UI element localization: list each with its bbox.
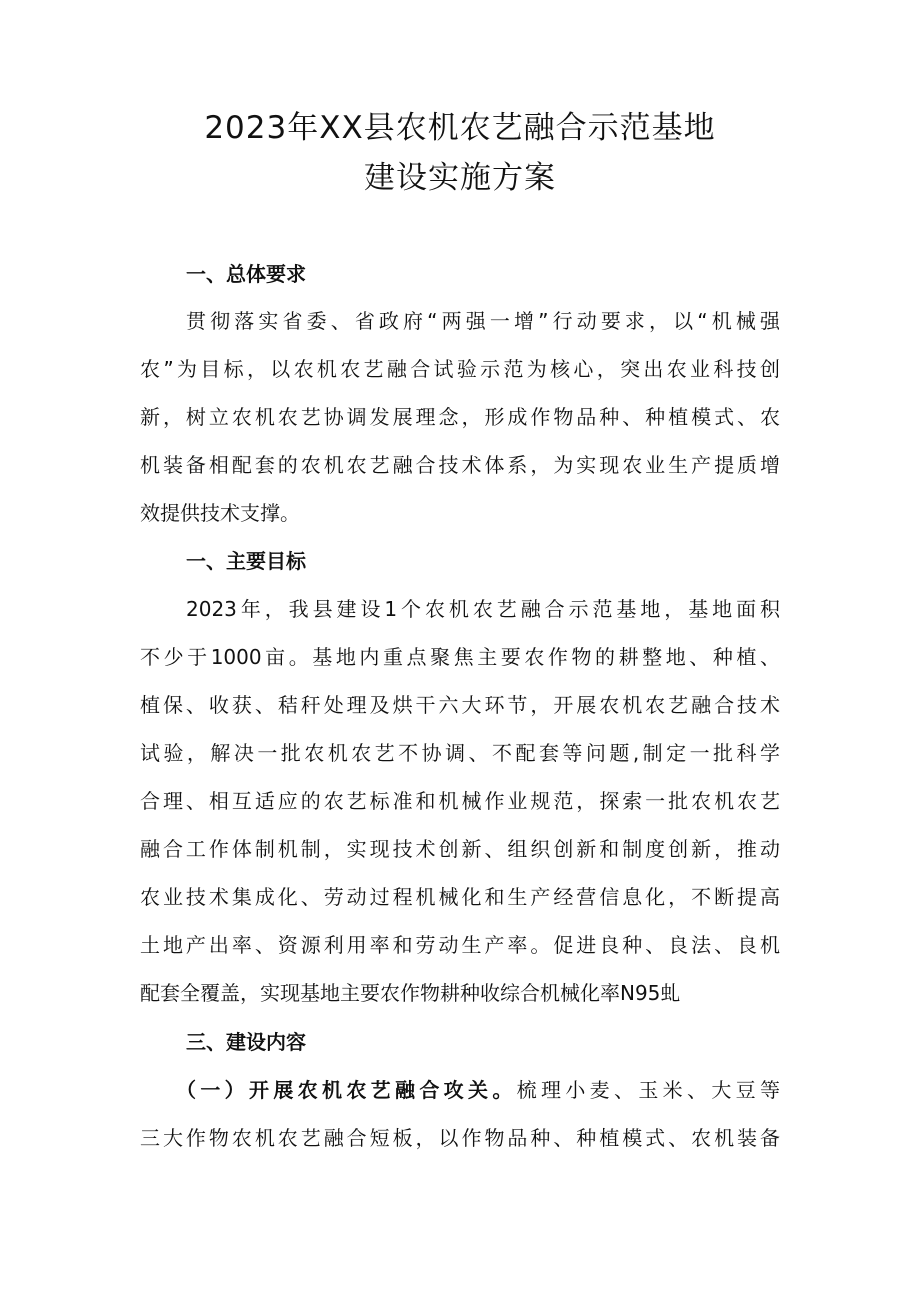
- paragraph-line: 配套全覆盖，实现基地主要农作物耕种收综合机械化率N95虬: [140, 981, 681, 1005]
- paragraph-line: 农”为目标，以农机农艺融合试验示范为核心，突出农业科技创: [140, 357, 780, 381]
- paragraph-line: 农业技术集成化、劳动过程机械化和生产经营信息化，不断提高: [140, 885, 780, 909]
- paragraph-line: 机装备相配套的农机农艺融合技术体系，为实现农业生产提质增: [140, 453, 780, 477]
- subsection-line: [176, 1076, 780, 1104]
- paragraph-line: 合理、相互适应的农艺标准和机械作业规范，探索一批农机农艺: [140, 789, 780, 813]
- section-heading-overall-requirements: 一、总体要求: [186, 262, 306, 286]
- subsection-text: 梳理小麦、玉米、大豆等: [516, 1078, 781, 1102]
- document-title-line-1: 2023年XX县农机农艺融合示范基地: [204, 110, 716, 146]
- paragraph-line: 贯彻落实省委、省政府“两强一增”行动要求，以“机械强: [186, 309, 780, 333]
- paragraph-line: 植保、收获、秸秆处理及烘干六大环节，开展农机农艺融合技术: [140, 693, 780, 717]
- paragraph-line: 试验，解决一批农机农艺不协调、不配套等问题,制定一批科学: [140, 741, 780, 765]
- section-heading-construction-content: 三、建设内容: [186, 1030, 306, 1054]
- paragraph-line: 效提供技术支撑。: [140, 501, 300, 525]
- paragraph-line: 不少于1000亩。基地内重点聚焦主要农作物的耕整地、种植、: [140, 645, 780, 669]
- paragraph-line: 土地产出率、资源利用率和劳动生产率。促进良种、良法、良机: [140, 933, 780, 957]
- section-heading-main-goals: 一、主要目标: [186, 549, 306, 573]
- paragraph-line: 2023年，我县建设1个农机农艺融合示范基地，基地面积: [186, 597, 780, 621]
- subsection-heading: （一）开展农机农艺融合攻关。: [176, 1078, 517, 1102]
- paragraph-line: 融合工作体制机制，实现技术创新、组织创新和制度创新，推动: [140, 837, 780, 861]
- document-title-line-2: 建设实施方案: [364, 160, 556, 196]
- paragraph-line: 新，树立农机农艺协调发展理念，形成作物品种、种植模式、农: [140, 405, 780, 429]
- paragraph-line: 三大作物农机农艺融合短板，以作物品种、种植模式、农机装备: [140, 1126, 780, 1150]
